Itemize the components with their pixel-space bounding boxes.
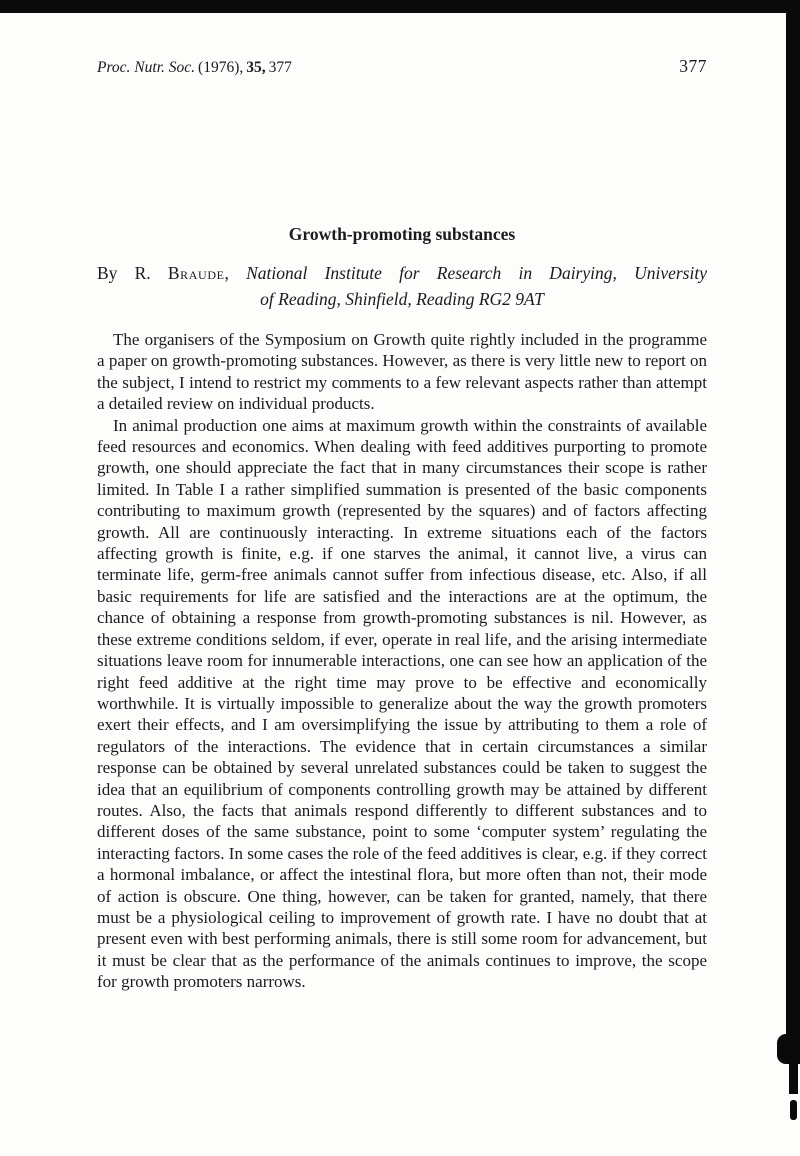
affiliation-line1: National Institute for Research in Dairying, University	[246, 263, 707, 283]
scan-artifact-right-bar	[786, 0, 800, 1062]
page-number: 377	[679, 56, 707, 76]
byline-prefix: By R.	[97, 263, 151, 283]
article-body	[97, 329, 707, 993]
citation-volume: 35,	[246, 59, 266, 76]
citation-journal: Proc. Nutr. Soc.	[97, 59, 196, 76]
article-title: Growth-promoting substances	[288, 224, 516, 244]
text-column	[97, 0, 707, 993]
citation-year: (1976),	[198, 59, 244, 76]
scan-artifact-right-blob	[777, 1034, 800, 1064]
byline	[97, 260, 707, 312]
author-name: Braude,	[167, 263, 229, 283]
journal-citation	[97, 58, 295, 78]
affiliation-line2: of Reading, Shinfield, Reading RG2 9AT	[260, 289, 544, 309]
citation-page: 377	[268, 59, 292, 76]
scan-artifact-right-lower	[789, 1062, 798, 1094]
scan-artifact-right-tail	[790, 1100, 797, 1120]
running-head	[97, 56, 707, 78]
body-paragraph: In animal production one aims at maximum growth within the constraints of available feed resources and economics. When dealing with feed additives purporting to promote growth, one should appreciate the fact that in many circumstances their scope is rather limited. In Table I a rather simplified summation is presented of the basic components contributing to maximum growth (represented by the squares) and of factors affecting growth. All are continuously interacting. In extreme situations each of the factors affecting growth is finite, e.g. if one starves the animal, it cannot live, a virus can terminate life, germ-free animals cannot suffer from infectious disease, etc. Also, if all basic requirements for life are satisfied and the interactions are at the optimum, the chance of obtaining a response from growth-promoting substances is nil. However, as these extreme conditions seldom, if ever, operate in real life, and the arising intermediate situations leave room for innumerable interactions, one can see how an application of the right feed additive at the right time may prove to be effective and economically worthwhile. It is virtually impossible to generalize about the way the growth promoters exert their effects, and I am oversimplifying the issue by attributing to them a role of regulators of the interactions. The evidence that in certain circumstances a similar response can be obtained by several unrelated substances could be taken to suggest the idea that an equilibrium of components controlling growth may be attained by different routes. Also, the facts that animals respond differently to different substances and to different doses of the same substance, point to some ‘computer system’ regulating the interacting factors. In some cases the role of the feed additives is clear, e.g. if they correct a hormonal imbalance, or affect the intestinal flora, but more often than not, their mode of action is obscure. One thing, however, can be taken for granted, namely, that there must be a physiological ceiling to improvement of growth rate. I have no doubt that at present even with best performing animals, there is still some room for advancement, but it must be clear that as the performance of the animals continues to improve, the scope for growth promoters narrows.	[97, 415, 707, 992]
body-paragraph: The organisers of the Symposium on Growth quite rightly included in the programme a paper on growth-promoting substances. However, as there is very little new to report on the subject, I intend to restrict my comments to a few relevant aspects rather than attempt a detailed review on individual products.	[97, 330, 707, 414]
byline-line1	[97, 260, 707, 286]
